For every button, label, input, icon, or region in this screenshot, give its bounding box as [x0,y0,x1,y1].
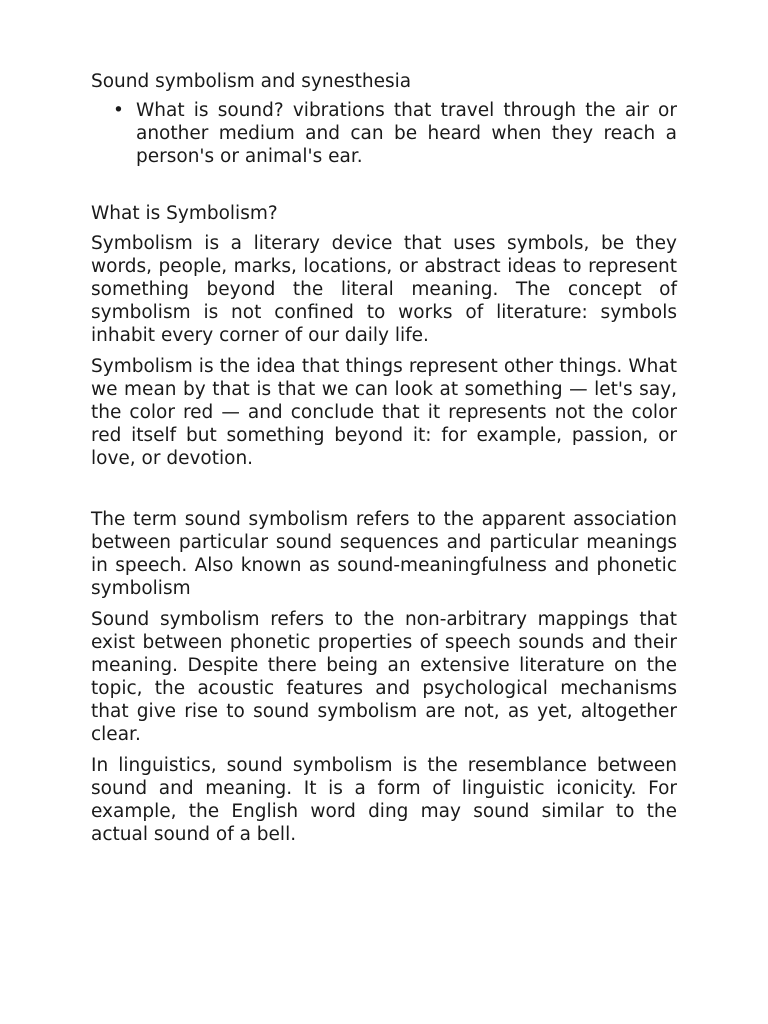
paragraph-sound-mappings: Sound symbolism refers to the non-arbitrary mappings that exist between phonetic properties of speech sounds and their meaning. Despite there being an extensive literature on the topic, the acoustic features and psychological mechanisms that give rise to sound symbolism are not, as yet, altogether clear. [91,609,677,745]
paragraph-sound-linguistics: In linguistics, sound symbolism is the resemblance between sound and meaning. It is a form of linguistic iconicity. For example, the English word ding may sound similar to the actual sound of a bell. [91,755,677,845]
paragraph-symbolism-idea: Symbolism is the idea that things represent other things. What we mean by that is that we can look at something — let's say, the color red — and conclude that it represents not the color red itself but something beyond it: for example, passion, or love, or devotion. [91,356,677,469]
section-gap [91,478,677,508]
section-spacer [91,168,677,202]
bullet-item [91,99,677,168]
document-title: Sound symbolism and synesthesia [91,71,412,92]
document-page [91,70,677,854]
paragraph-symbolism-definition: Symbolism is a literary device that uses symbols, be they words, people, marks, locations, or abstract ideas to represent something beyond the literal meaning. The concept of symbolism is not confined to works of literature: symbols inhabit every corner of our daily life. [91,233,677,346]
paragraph-sound-term: The term sound symbolism refers to the apparent association between particular sound sequences and particular meanings in speech. Also known as sound-meaningfulness and phonetic symbolism [91,509,677,599]
bullet-text: What is sound? vibrations that travel through the air or another medium and can be heard when they reach a person's or animal's ear. [136,100,677,167]
bullet-list [91,99,677,168]
bullet-dot-icon: • [113,100,124,121]
heading-symbolism: What is Symbolism? [91,203,278,224]
